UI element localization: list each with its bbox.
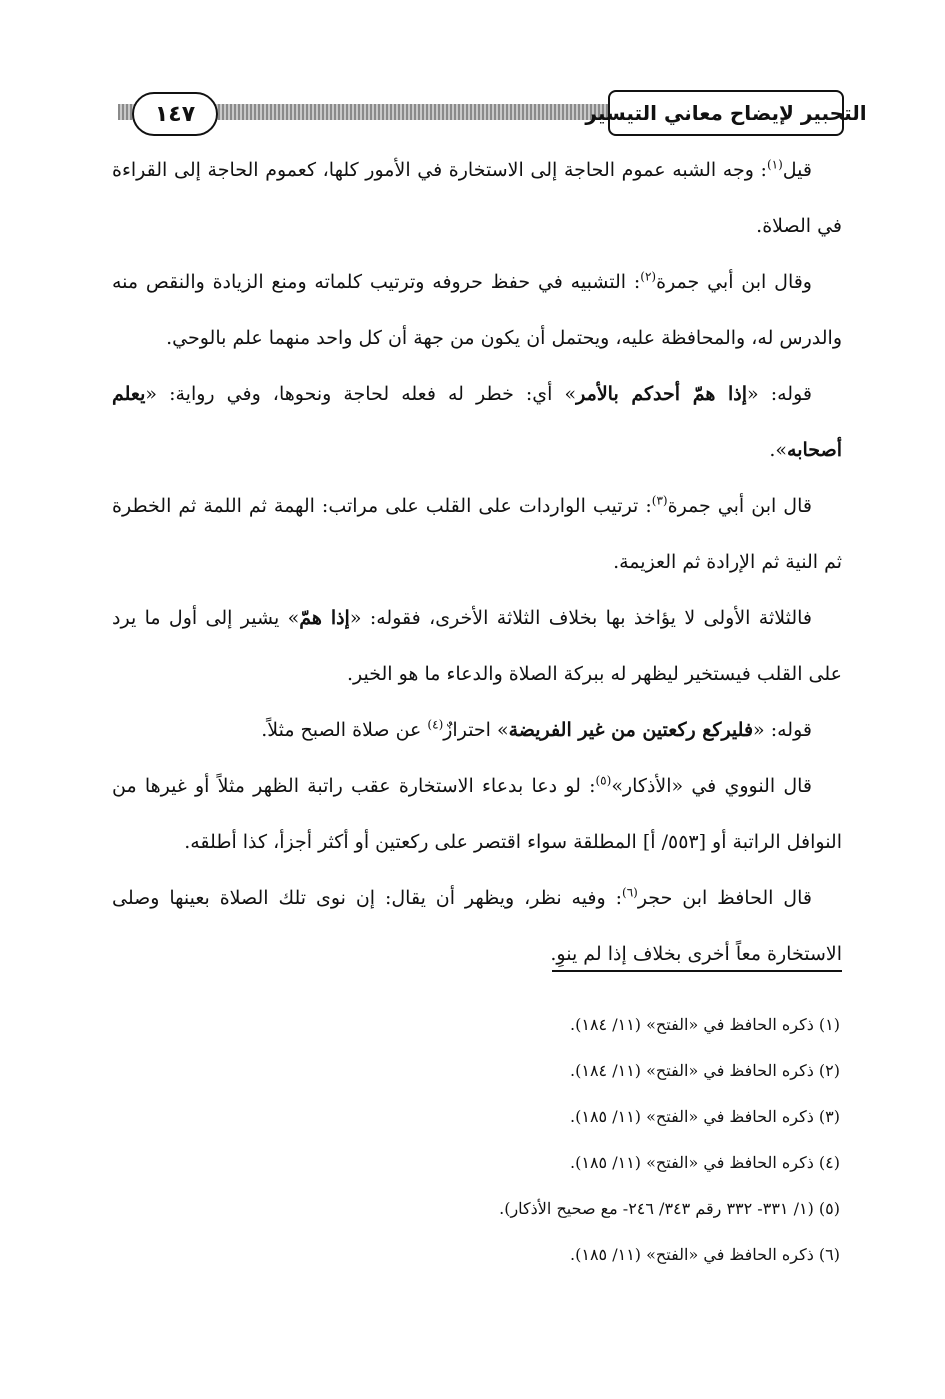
text-run: قيل bbox=[782, 159, 812, 181]
text-run: : وجه الشبه عموم الحاجة إلى الاستخارة في الأمور كلها، كعموم الحاجة إلى القراءة في الصلاة. bbox=[112, 159, 842, 237]
main-text bbox=[112, 142, 842, 982]
paragraph-5 bbox=[112, 590, 842, 702]
text-run: » احترازٌ bbox=[443, 719, 509, 741]
book-title: التحبير لإيضاح معاني التيسير bbox=[608, 90, 844, 136]
text-run: وقال ابن أبي جمرة bbox=[656, 271, 812, 293]
page-number: ١٤٧ bbox=[132, 92, 218, 136]
footnote-ref-3: (٣) bbox=[651, 493, 668, 508]
paragraph-3 bbox=[112, 366, 842, 478]
footnote-1: (١) ذكره الحافظ في «الفتح» (١١/ ١٨٤). bbox=[570, 1015, 840, 1034]
footnote-ref-5: (٥) bbox=[595, 773, 612, 788]
paragraph-2 bbox=[112, 254, 842, 366]
text-run: قال النووي في «الأذكار» bbox=[611, 775, 812, 797]
footnote-ref-4: (٤) bbox=[427, 717, 444, 732]
hadith-quote: إذا همّ أحدكم بالأمر bbox=[576, 383, 748, 405]
footnote-ref-6: (٦) bbox=[622, 885, 638, 900]
footnote-ref-2: (٢) bbox=[640, 269, 657, 284]
hadith-quote: يعلم أصحابه bbox=[112, 383, 842, 461]
paragraph-6 bbox=[112, 702, 842, 758]
paragraph-4 bbox=[112, 478, 842, 590]
footnote-4: (٤) ذكره الحافظ في «الفتح» (١١/ ١٨٥). bbox=[570, 1153, 840, 1172]
text-run: : التشبيه في حفظ حروفه وترتيب كلماته ومنع الزيادة والنقص منه والدرس له، والمحافظة عليه، ويحتمل أن يكون من جهة أن كل واحد منهما علم بالوحي. bbox=[112, 271, 842, 349]
footnote-2: (٢) ذكره الحافظ في «الفتح» (١١/ ١٨٤). bbox=[570, 1061, 840, 1080]
hadith-quote: إذا همّ bbox=[299, 607, 350, 629]
text-run: ». bbox=[769, 439, 788, 461]
text-run: : ترتيب الواردات على القلب على مراتب: الهمة ثم اللمة ثم الخطرة ثم النية ثم الإرادة ثم العزيمة. bbox=[112, 495, 842, 573]
paragraph-8 bbox=[112, 870, 842, 982]
hadith-quote: فليركع ركعتين من غير الفريضة bbox=[508, 719, 754, 741]
text-run: قوله: « bbox=[753, 719, 812, 741]
text-run: » أي: خطر له فعله لحاجة ونحوها، وفي رواية: « bbox=[145, 383, 577, 405]
text-run: عن صلاة الصبح مثلاً. bbox=[261, 719, 428, 741]
text-run: : وفيه نظر، ويظهر أن يقال: إن نوى تلك الصلاة بعينها وصلى الاستخارة معاً أخرى بخلاف إذا لم ينوِ. bbox=[112, 887, 842, 965]
paragraph-7 bbox=[112, 758, 842, 870]
footnotes bbox=[300, 1002, 840, 1278]
paragraph-1 bbox=[112, 142, 842, 254]
text-run: قال ابن أبي جمرة bbox=[667, 495, 812, 517]
footnote-5: (٥) (١/ ٣٣١- ٣٣٢ رقم ٣٤٣/ ٢٤٦- مع صحيح الأذكار). bbox=[499, 1199, 840, 1218]
footnote-divider bbox=[552, 970, 842, 972]
text-run: فالثلاثة الأولى لا يؤاخذ بها بخلاف الثلاثة الأخرى، فقوله: « bbox=[349, 607, 812, 629]
footnote-3: (٣) ذكره الحافظ في «الفتح» (١١/ ١٨٥). bbox=[570, 1107, 840, 1126]
text-run: قال الحافظ ابن حجر bbox=[637, 887, 812, 909]
footnote-6: (٦) ذكره الحافظ في «الفتح» (١١/ ١٨٥). bbox=[570, 1245, 840, 1264]
text-run: » يشير إلى أول ما يرد على القلب فيستخير ليظهر له ببركة الصلاة والدعاء ما هو الخير. bbox=[112, 607, 842, 685]
footnote-ref-1: (١) bbox=[766, 157, 783, 172]
text-run: قوله: « bbox=[747, 383, 812, 405]
page-header bbox=[118, 86, 867, 138]
text-run: : لو دعا بدعاء الاستخارة عقب راتبة الظهر مثلاً أو غيرها من النوافل الراتبة أو [٥٥٣/ أ] المطلقة سواء اقتصر على ركعتين أو أكثر أجزأ، كذا أطلقه. bbox=[112, 775, 842, 853]
